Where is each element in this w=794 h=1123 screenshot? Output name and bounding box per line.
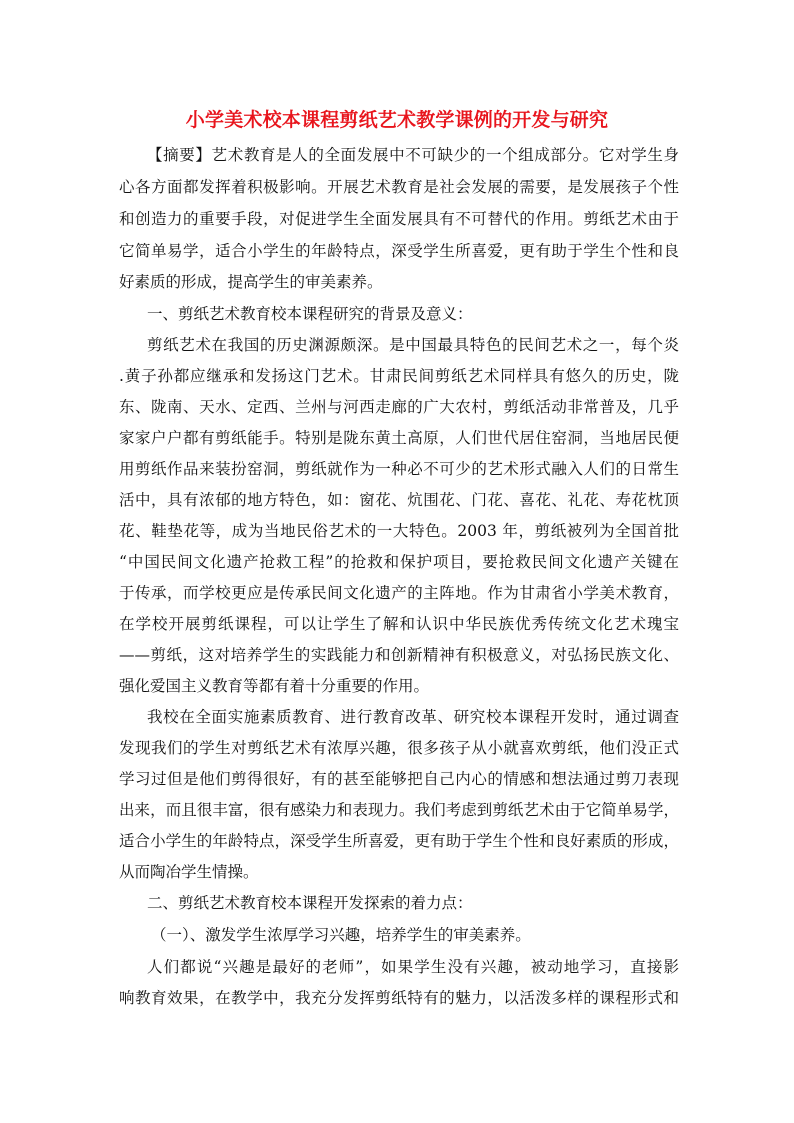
paragraph-line: 学习过但是他们剪得很好，有的甚至能够把自己内心的情感和想法通过剪刀表现 [119, 770, 679, 788]
paragraph-line: 响教育效果，在教学中，我充分发挥剪纸特有的魅力，以活泼多样的课程形式和 [119, 989, 679, 1007]
paragraph-line: 人们都说“兴趣是最好的老师”，如果学生没有兴趣，被动地学习，直接影 [147, 958, 679, 976]
paragraph-line: 于传承，而学校更应是传承民间文化遗产的主阵地。作为甘肃省小学美术教育， [119, 584, 679, 602]
paragraph-line: 东、陇南、天水、定西、兰州与河西走廊的广大农村，剪纸活动非常普及，几乎 [119, 398, 679, 416]
abstract-line-2: 心各方面都发挥着积极影响。开展艺术教育是社会发展的需要，是发展孩子个性 [119, 178, 679, 196]
paragraph-line: “中国民间文化遗产抢救工程”的抢救和保护项目，要抢救民间文化遗产关键在 [119, 553, 679, 571]
paragraph-line: 适合小学生的年龄特点，深受学生所喜爱，更有助于学生个性和良好素质的形成， [119, 832, 679, 850]
paragraph-line: ——剪纸，这对培养学生的实践能力和创新精神有积极意义，对弘扬民族文化、 [119, 646, 679, 664]
section-heading-1: 一、剪纸艺术教育校本课程研究的背景及意义： [147, 305, 473, 323]
paragraph-line: 在学校开展剪纸课程，可以让学生了解和认识中华民族优秀传统文化艺术瑰宝 [119, 615, 679, 633]
abstract-line-5: 好素质的形成，提高学生的审美素养。 [119, 273, 383, 291]
abstract-line-3: 和创造力的重要手段，对促进学生全面发展具有不可替代的作用。剪纸艺术由于 [119, 210, 679, 228]
paragraph-line: .黄子孙都应继承和发扬这门艺术。甘肃民间剪纸艺术同样具有悠久的历史，陇 [119, 367, 679, 385]
paragraph-line: 用剪纸作品来装扮窑洞，剪纸就作为一种必不可少的艺术形式融入人们的日常生 [119, 460, 679, 478]
section-heading-2: 二、剪纸艺术教育校本课程开发探索的着力点： [147, 894, 473, 912]
paragraph-line: 我校在全面实施素质教育、进行教育改革、研究校本课程开发时，通过调查 [147, 708, 679, 726]
abstract-line-4: 它简单易学，适合小学生的年龄特点，深受学生所喜爱，更有助于学生个性和良 [119, 242, 679, 260]
paragraph-line: 从而陶冶学生情操。 [119, 863, 259, 881]
document-title: 小学美术校本课程剪纸艺术教学课例的开发与研究 [185, 109, 609, 131]
paragraph-line: 家家户户都有剪纸能手。特别是陇东黄土高原，人们世代居住窑洞，当地居民便 [119, 429, 679, 447]
paragraph-line: 出来，而且很丰富，很有感染力和表现力。我们考虑到剪纸艺术由于它简单易学， [119, 801, 679, 819]
paragraph-line: 花、鞋垫花等，成为当地民俗艺术的一大特色。2003 年，剪纸被列为全国首批 [119, 522, 679, 540]
subsection-heading-1: （一）、激发学生浓厚学习兴趣，培养学生的审美素养。 [151, 926, 531, 944]
paragraph-line: 活中，具有浓郁的地方特色，如：窗花、炕围花、门花、喜花、礼花、寿花枕顶 [119, 491, 679, 509]
paragraph-line: 剪纸艺术在我国的历史渊源颇深。是中国最具特色的民间艺术之一，每个炎 [147, 336, 679, 354]
paragraph-line: 发现我们的学生对剪纸艺术有浓厚兴趣，很多孩子从小就喜欢剪纸，他们没正式 [119, 739, 679, 757]
abstract-line-1: 【摘要】艺术教育是人的全面发展中不可缺少的一个组成部分。它对学生身 [147, 146, 679, 164]
paragraph-line: 强化爱国主义教育等都有着十分重要的作用。 [119, 677, 430, 695]
